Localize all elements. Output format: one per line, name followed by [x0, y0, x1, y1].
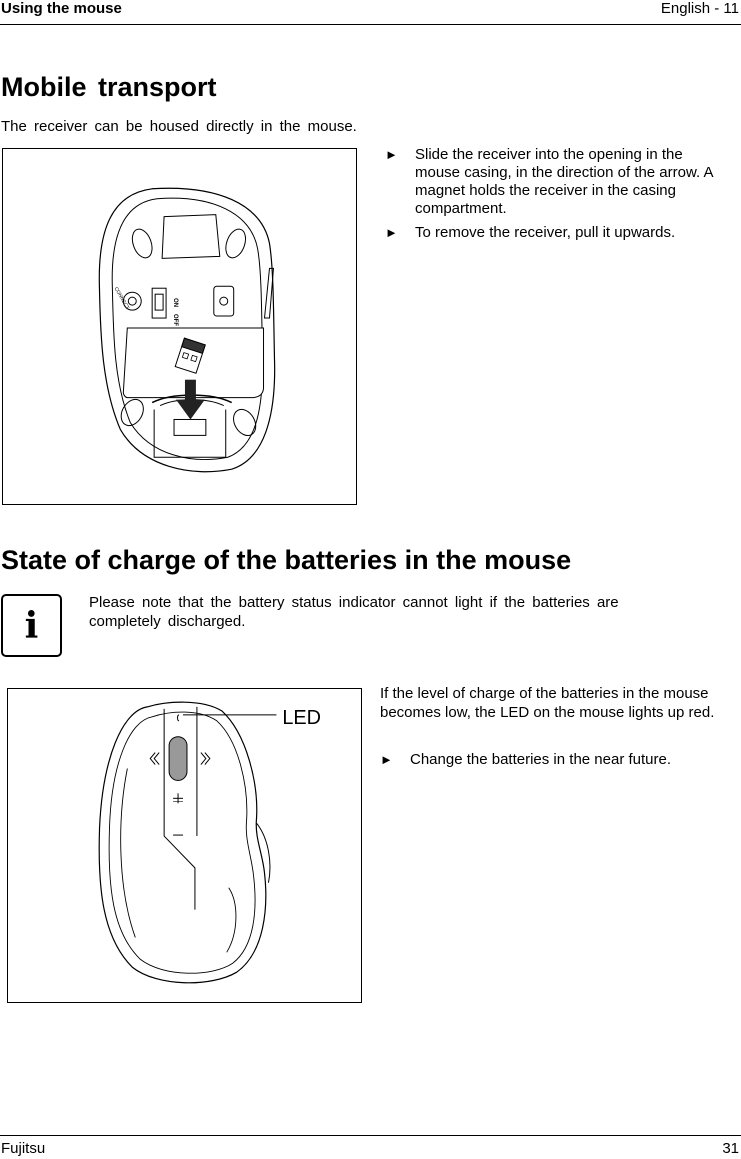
switch-on-label: ON: [172, 298, 179, 308]
battery-note: Please note that the battery status indicator cannot light if the batteries are completely discharged.: [89, 594, 619, 630]
mouse-underside-figure: [2, 148, 357, 505]
step-item: [385, 224, 720, 242]
mobile-transport-steps: [385, 146, 720, 248]
battery-steps: [380, 750, 730, 775]
running-header-page-ref: English - 11: [660, 0, 739, 17]
step-text: Slide the receiver into the opening in the mouse casing, in the direction of the arrow. A magnet holds the receiver in the casing compartment.: [415, 146, 713, 217]
step-text: Change the batteries in the near future.: [410, 751, 672, 768]
info-icon: i: [1, 594, 62, 657]
section-title-mobile-transport: Mobile transport: [1, 72, 217, 102]
footer-brand: Fujitsu: [1, 1140, 46, 1157]
page-number: 31: [722, 1140, 739, 1157]
header-divider: [0, 24, 741, 25]
step-text: To remove the receiver, pull it upwards.: [415, 224, 676, 241]
mouse-top-illustration: [8, 689, 361, 1002]
footer-divider: [0, 1135, 741, 1136]
running-header-section: Using the mouse: [1, 0, 122, 17]
switch-off-label: OFF: [172, 314, 179, 326]
bullet-arrow-icon: ►: [385, 147, 398, 162]
connect-label: CONNECT: [112, 286, 130, 311]
step-item: [380, 750, 730, 769]
bullet-arrow-icon: ►: [385, 225, 398, 240]
mouse-top-figure: [7, 688, 362, 1003]
mobile-transport-intro: The receiver can be housed directly in the mouse.: [1, 118, 357, 135]
bullet-arrow-icon: ►: [380, 752, 393, 767]
step-item: [385, 146, 720, 218]
battery-description: If the level of charge of the batteries in the mouse becomes low, the LED on the mouse lights up red.: [380, 685, 715, 721]
section-title-battery-state: State of charge of the batteries in the mouse: [1, 545, 572, 575]
mouse-underside-illustration: [3, 149, 356, 504]
led-label: LED: [282, 706, 322, 729]
